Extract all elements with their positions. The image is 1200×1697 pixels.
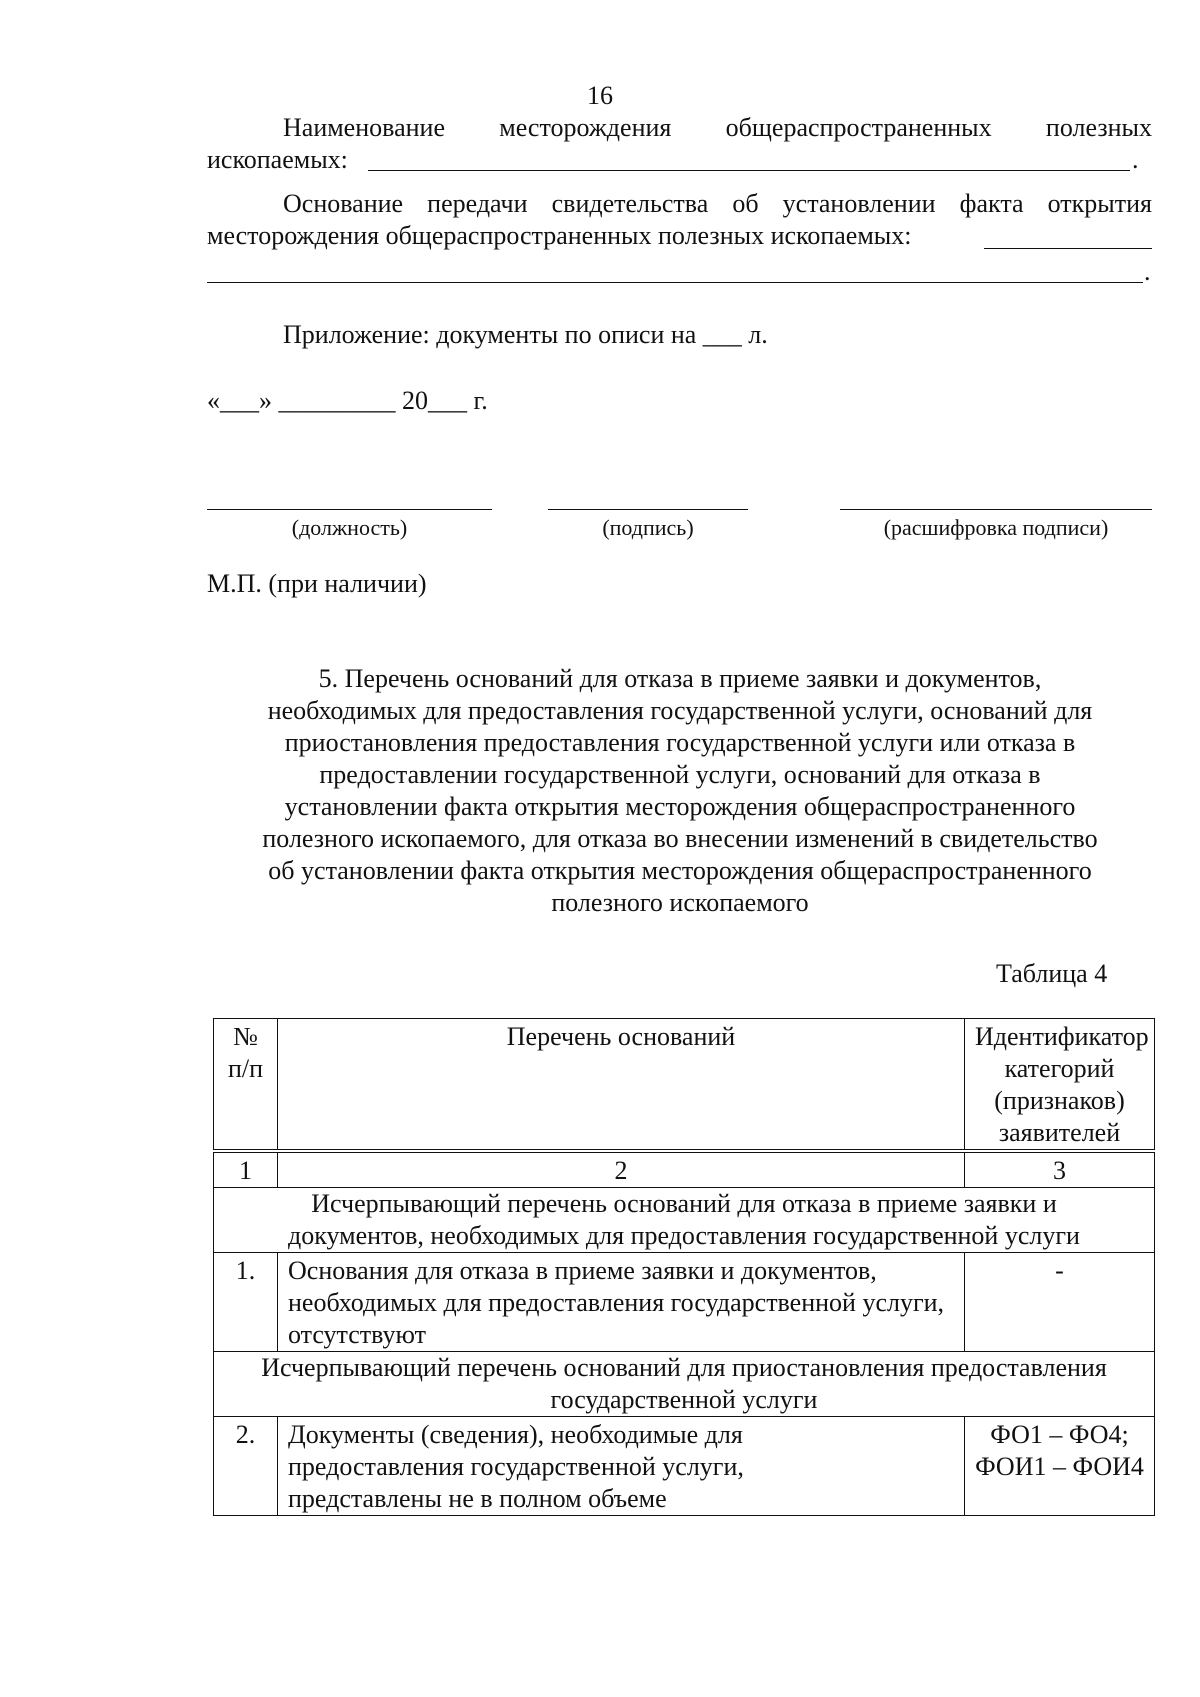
deposit-name-blank xyxy=(368,170,1130,171)
position-blank xyxy=(207,509,492,510)
row-grounds-text: Основания для отказа в приеме заявки и документов, необходимых для предоставления государственной услуги, отсутствуют xyxy=(278,1253,965,1352)
appendix-line: Приложение: документы по описи на ___ л. xyxy=(283,320,768,349)
transfer-basis-blank-1 xyxy=(984,248,1152,249)
decoding-caption: (расшифровка подписи) xyxy=(883,515,1109,540)
grounds-table xyxy=(213,1018,1155,1516)
group-title-refusal: Исчерпывающий перечень оснований для отказа в приеме заявки и документов, необходимых для предоставления государственной услуги xyxy=(214,1188,1155,1253)
heading-line: установлении факта открытия месторождения общераспространенного xyxy=(284,792,1076,821)
table-row xyxy=(214,1417,1155,1516)
date-line: «___» _________ 20___ г. xyxy=(207,386,488,415)
heading-line: полезного ископаемого xyxy=(551,888,809,917)
deposit-name-period: . xyxy=(1132,145,1139,174)
column-number-row xyxy=(214,1151,1155,1188)
col-number-3: 3 xyxy=(965,1151,1155,1188)
identifier-line: ФОИ1 – ФОИ4 xyxy=(975,1452,1144,1481)
seal-note: М.П. (при наличии) xyxy=(207,569,427,598)
signature-blank xyxy=(548,509,748,510)
table-row xyxy=(214,1253,1155,1352)
table-label: Таблица 4 xyxy=(996,959,1108,988)
identifier-line: ФО1 – ФО4; xyxy=(990,1420,1129,1449)
section-heading xyxy=(200,663,1160,919)
heading-line: полезного ископаемого, для отказа во внесении изменений в свидетельство xyxy=(262,824,1098,853)
row-grounds-text: Документы (сведения), необходимые для предоставления государственной услуги, представлены не в полном объеме xyxy=(278,1417,965,1516)
transfer-basis-line1: Основание передачи свидетельства об установлении факта открытия xyxy=(283,189,1152,218)
transfer-basis-label: месторождения общераспространенных полезных ископаемых: xyxy=(207,221,912,250)
transfer-basis-period: . xyxy=(1144,257,1151,286)
row-num: 2. xyxy=(214,1417,278,1516)
col-number-2: 2 xyxy=(278,1151,965,1188)
group-title-suspension: Исчерпывающий перечень оснований для приостановления предоставления государственной услуги xyxy=(214,1352,1155,1417)
heading-line: об установлении факта открытия месторождения общераспространенного xyxy=(268,856,1092,885)
table-group-row xyxy=(214,1188,1155,1253)
page-number: 16 xyxy=(587,81,613,110)
header-grounds: Перечень оснований xyxy=(278,1019,965,1152)
position-caption: (должность) xyxy=(291,515,408,540)
header-identifier: Идентификатор категорий (признаков) заявителей xyxy=(965,1019,1155,1152)
decoding-blank xyxy=(840,509,1152,510)
deposit-name-line1: Наименование месторождения общераспространенных полезных xyxy=(283,113,1152,142)
table-header-row xyxy=(214,1019,1155,1152)
heading-line: необходимых для предоставления государственной услуги, оснований для xyxy=(267,696,1093,725)
deposit-name-label: ископаемых: xyxy=(207,145,348,174)
signature-caption: (подпись) xyxy=(602,515,694,540)
transfer-basis-blank-2 xyxy=(207,282,1143,283)
header-num: № п/п xyxy=(214,1019,278,1152)
row-num: 1. xyxy=(214,1253,278,1352)
heading-line: приостановления предоставления государственной услуги или отказа в xyxy=(284,728,1076,757)
row-identifier: - xyxy=(965,1253,1155,1352)
heading-line: 5. Перечень оснований для отказа в приеме заявки и документов, xyxy=(318,664,1042,693)
heading-line: предоставлении государственной услуги, оснований для отказа в xyxy=(319,760,1041,789)
col-number-1: 1 xyxy=(214,1151,278,1188)
row-identifier xyxy=(965,1417,1155,1516)
table-group-row xyxy=(214,1352,1155,1417)
